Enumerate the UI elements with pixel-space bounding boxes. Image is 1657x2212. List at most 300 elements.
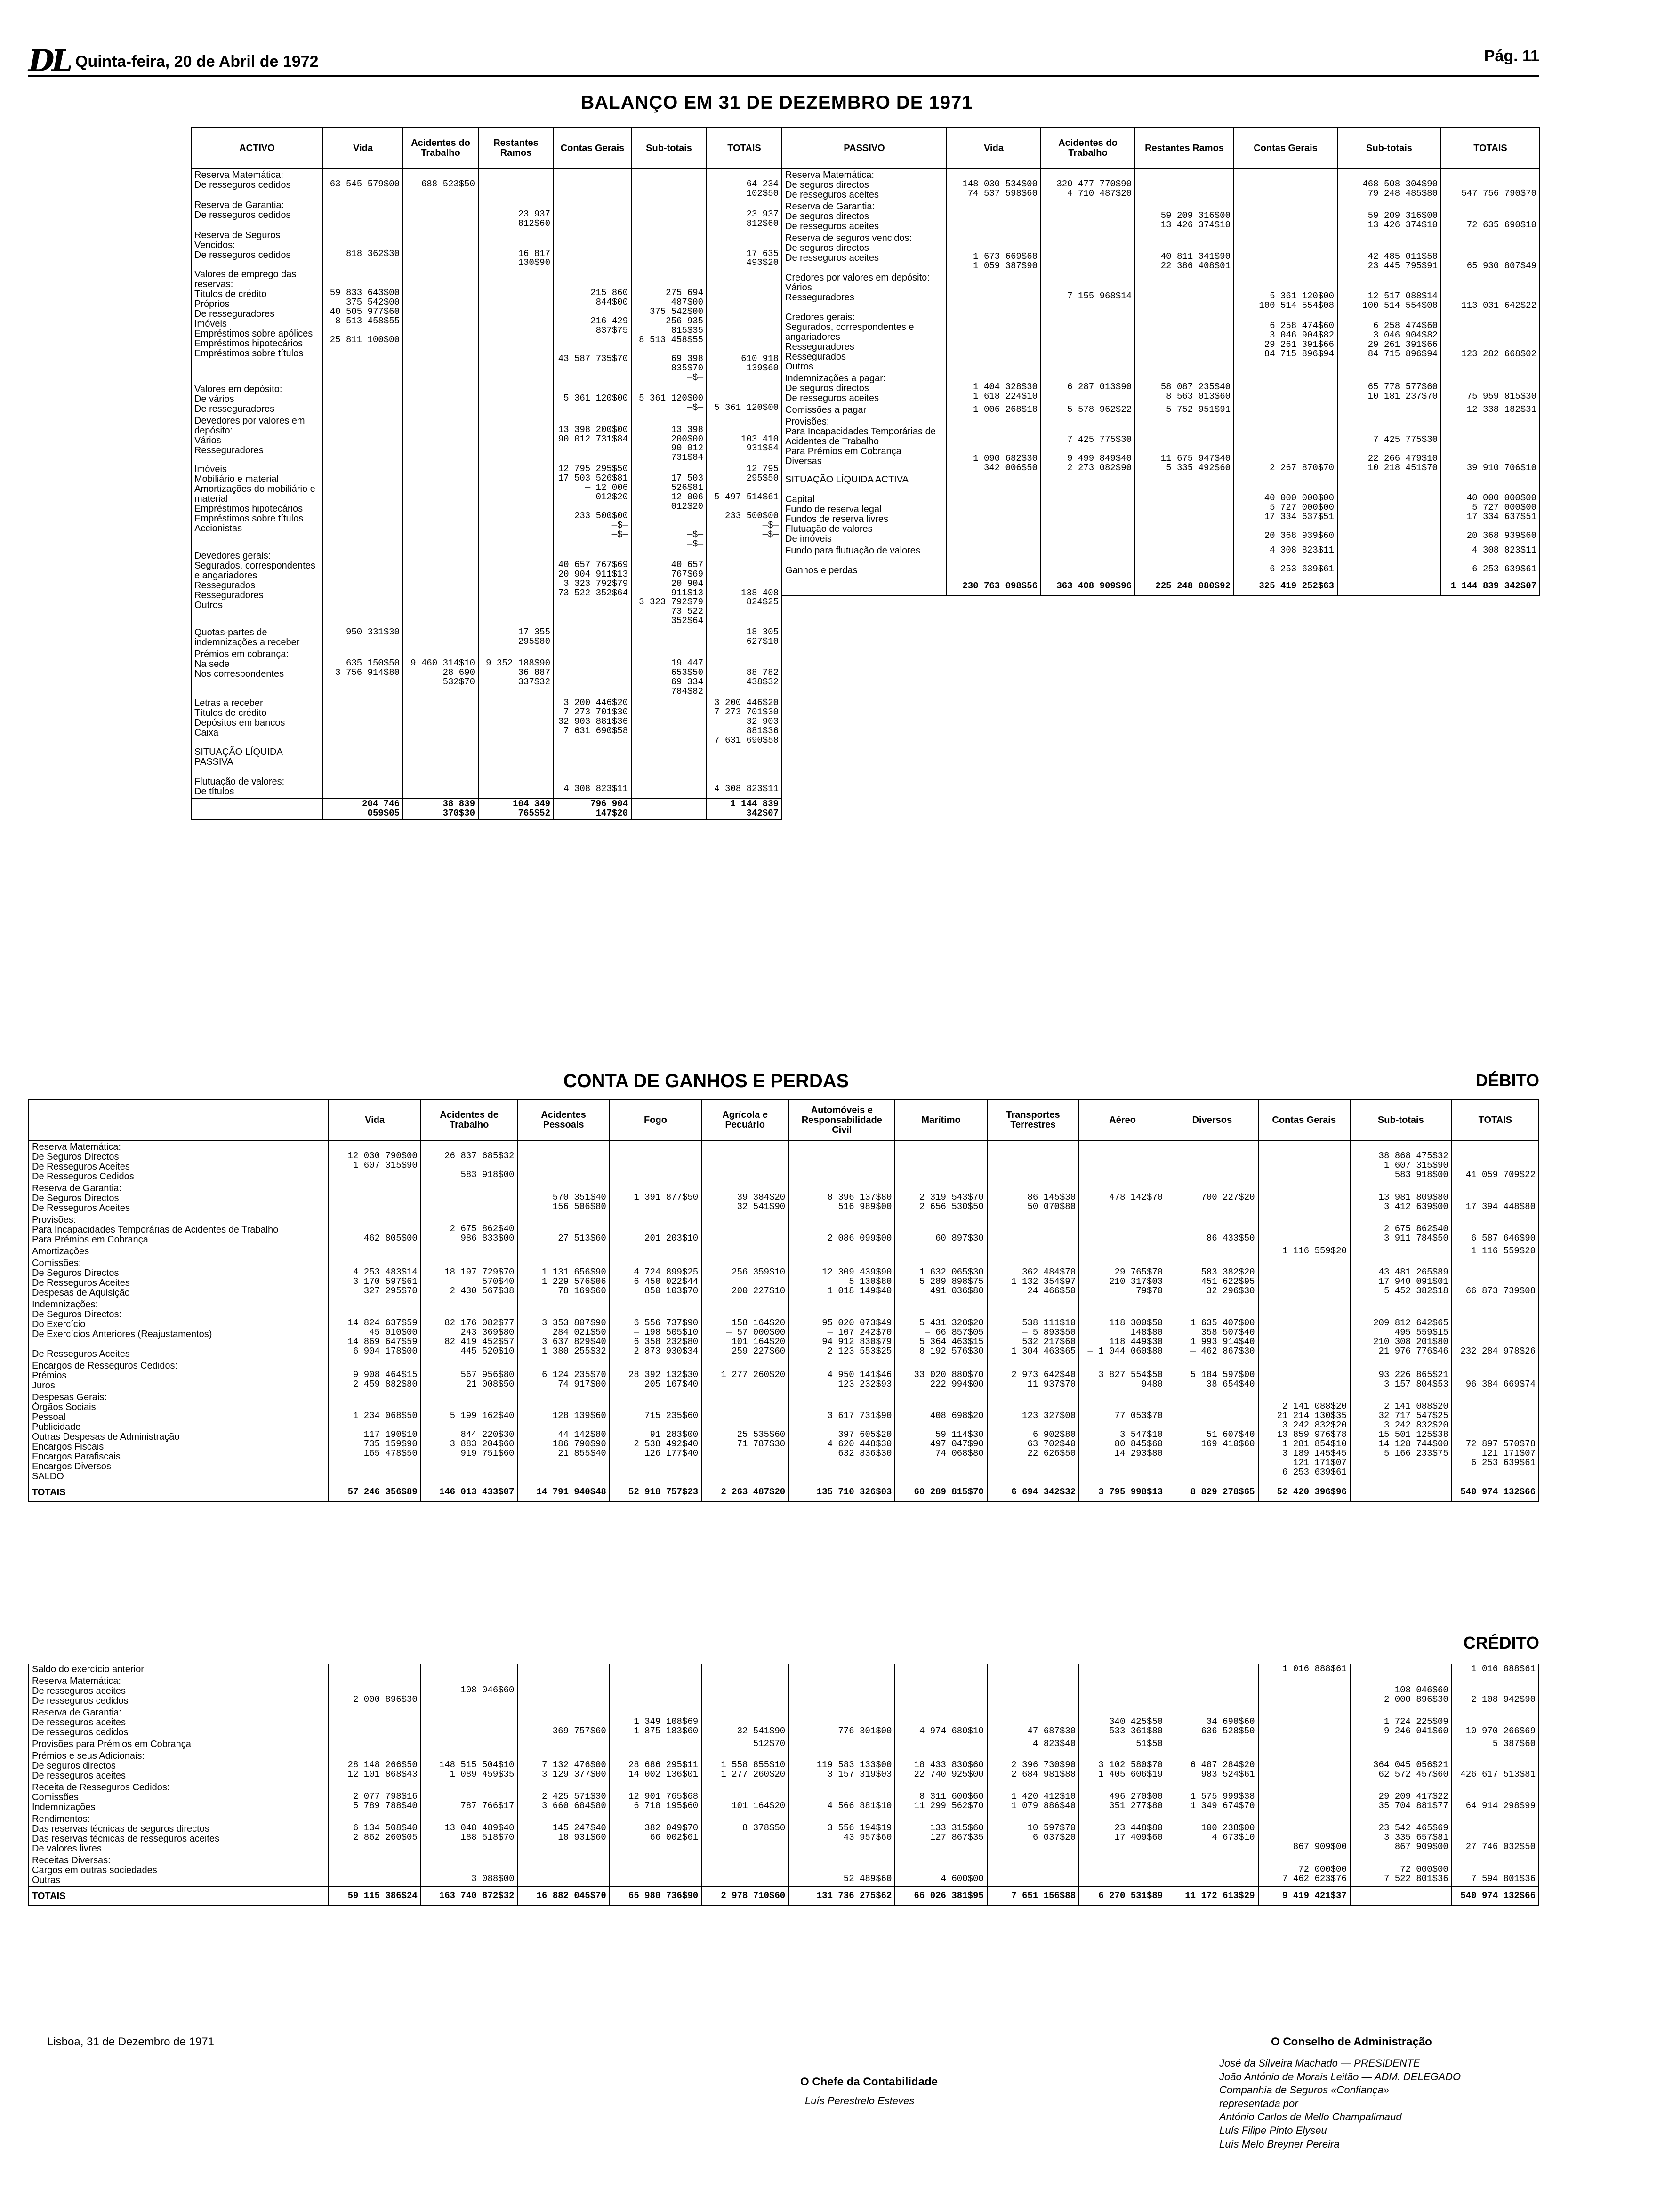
amount-cell: 32 541$90 [701, 1707, 788, 1739]
amount-cell: 72 635 690$10 [1441, 201, 1540, 232]
amount-cell [403, 384, 478, 415]
amount-cell: 18 197 729$70 570$40 2 430 567$38 [421, 1258, 518, 1299]
amount-cell: 19 447 653$50 69 334 784$82 [631, 649, 707, 697]
amount-cell [987, 1675, 1079, 1707]
amount-cell [403, 697, 478, 746]
row-label: Amortizações [29, 1246, 329, 1258]
amount-cell: 1 391 877$50 [610, 1183, 701, 1214]
amount-cell: 12 795 295$50 17 503 526$81 — 12 006 012$20 233 500$00 —$— —$— [554, 464, 631, 550]
amount-cell [895, 1664, 987, 1675]
amount-cell: 1 016 888$61 [1258, 1664, 1350, 1675]
amount-cell [421, 1183, 518, 1214]
amount-cell: 325 419 252$63 [1234, 577, 1337, 596]
amount-cell: 3 200 446$20 7 273 701$30 32 903 881$36 7 631 690$58 [554, 697, 631, 746]
amount-cell: 29 765$70 210 317$03 79$70 [1079, 1258, 1166, 1299]
amount-cell: 95 020 073$49 — 107 242$70 94 912 830$79 2 123 553$25 [788, 1299, 895, 1360]
amount-cell: 715 235$60 91 283$00 2 538 492$40 126 177$40 [610, 1392, 701, 1483]
table-row [191, 200, 782, 230]
amount-cell: 10 970 266$69 [1452, 1707, 1539, 1739]
column-header: ACTIVO [191, 128, 323, 169]
row-label: Devedores por valores em depósito: Vários Resseguradores [191, 415, 323, 464]
amount-cell: 201 203$10 [610, 1214, 701, 1246]
row-label: Reserva de Garantia: De resseguros aceites De resseguros cedidos [29, 1707, 329, 1739]
amount-cell: 2 077 798$16 5 789 788$40 [329, 1782, 420, 1813]
table-row [29, 1675, 1539, 1707]
gp-credit-body [29, 1664, 1539, 1906]
amount-cell: 77 053$70 3 547$10 80 845$60 14 293$80 [1079, 1392, 1166, 1483]
amount-cell [1234, 201, 1337, 232]
row-label: Imóveis Mobiliário e material Amortizações do mobiliário e material Empréstimos hipotecários Empréstimos sobre títulos Accionistas [191, 464, 323, 550]
amount-cell: 12 030 790$00 1 607 315$90 [329, 1141, 420, 1183]
table-row [191, 798, 782, 820]
amount-cell [517, 1855, 609, 1887]
amount-cell [1135, 169, 1234, 201]
amount-cell: 40 000 000$00 5 727 000$00 17 334 637$51 20 368 939$60 [1234, 474, 1337, 545]
row-label: Provisões: Para Incapacidades Temporárias de Acidentes de Trabalho Para Prémios em Cobrança [29, 1214, 329, 1246]
amount-cell [701, 1214, 788, 1246]
amount-cell [1135, 474, 1234, 545]
amount-cell: 57 246 356$89 [329, 1483, 420, 1502]
amount-cell: 369 757$60 [517, 1707, 609, 1739]
amount-cell: 9 908 464$15 2 459 882$80 [329, 1360, 420, 1392]
table-row [191, 550, 782, 627]
amount-cell [329, 1855, 420, 1887]
column-header: Contas Gerais [554, 128, 631, 169]
amount-cell [1166, 1141, 1258, 1183]
amount-cell: 4 308 823$11 6 253 639$61 [1234, 545, 1337, 577]
column-header: Sub-totais [631, 128, 707, 169]
row-label: Receita de Resseguros Cedidos: Comissões Indemnizações [29, 1782, 329, 1813]
amount-cell: 40 000 000$00 5 727 000$00 17 334 637$51 20 368 939$60 [1441, 474, 1540, 545]
row-label [191, 798, 323, 820]
amount-cell: 3 200 446$20 7 273 701$30 32 903 881$36 7 631 690$58 [707, 697, 782, 746]
amount-cell: 29 209 417$22 35 704 881$77 [1350, 1782, 1452, 1813]
column-header: TOTAIS [1452, 1099, 1539, 1141]
row-label: Provisões: Para Incapacidades Temporárias de Acidentes de Trabalho Para Prémios em Cobrança Diversas [782, 416, 947, 474]
row-label: SITUAÇÃO LÍQUIDA PASSIVA Flutuação de valores: De títulos [191, 746, 323, 798]
amount-cell: 72 000$00 7 462 623$76 [1258, 1855, 1350, 1887]
table-row [29, 1214, 1539, 1246]
row-label [782, 577, 947, 596]
amount-cell [421, 1664, 518, 1675]
column-header: Acidentes do Trabalho [403, 128, 478, 169]
amount-cell: 204 746 059$05 [323, 798, 403, 820]
amount-cell: 41 059 709$22 [1452, 1141, 1539, 1183]
amount-cell [403, 464, 478, 550]
amount-cell: 17 503 526$81 — 12 006 012$20 —$— —$— [631, 464, 707, 550]
amount-cell [631, 627, 707, 649]
amount-cell: 4 253 483$14 3 170 597$61 327 295$70 [329, 1258, 420, 1299]
amount-cell: 64 234 102$50 [707, 169, 782, 200]
amount-cell [323, 384, 403, 415]
amount-cell: 12 795 295$50 5 497 514$61 233 500$00 —$— —$— [707, 464, 782, 550]
council-member-line: António Carlos de Mello Champalimaud [1219, 2111, 1402, 2123]
amount-cell: 2 141 088$20 32 717 547$25 3 242 832$20 15 501 125$38 14 128 744$00 5 166 233$75 [1350, 1392, 1452, 1483]
amount-cell: 5 361 120$00 —$— [631, 384, 707, 415]
page-number: Pág. 11 [1484, 47, 1539, 65]
row-label: Devedores gerais: Segurados, correspondentes e angariadores Ressegurados Resseguradores Outros [191, 550, 323, 627]
amount-cell [895, 1675, 987, 1707]
amount-cell: 23 542 465$69 3 335 657$81 867 909$00 [1350, 1813, 1452, 1855]
amount-cell: 382 049$70 66 002$61 [610, 1813, 701, 1855]
gp-debit-body [29, 1141, 1539, 1502]
column-header: Contas Gerais [1258, 1099, 1350, 1141]
amount-cell [1337, 474, 1441, 545]
row-label: Encargos de Resseguros Cedidos: Prémios Juros [29, 1360, 329, 1392]
amount-cell: 3 353 807$90 284 021$50 3 637 829$40 1 380 255$32 [517, 1299, 609, 1360]
amount-cell: 72 897 570$78 121 171$07 6 253 639$61 [1452, 1392, 1539, 1483]
amount-cell: 1 673 669$68 1 059 387$90 [947, 232, 1041, 272]
amount-cell: 86 433$50 [1166, 1214, 1258, 1246]
amount-cell [701, 1246, 788, 1258]
amount-cell: 867 909$00 [1258, 1813, 1350, 1855]
activo-body [191, 169, 782, 820]
amount-cell [610, 1675, 701, 1707]
passivo-header-row [782, 128, 1540, 169]
amount-cell [1258, 1299, 1350, 1360]
amount-cell [1166, 1675, 1258, 1707]
amount-cell [329, 1246, 420, 1258]
amount-cell: 2 319 543$70 2 656 530$50 [895, 1183, 987, 1214]
amount-cell [1258, 1258, 1350, 1299]
amount-cell: 34 690$60 636 528$50 [1166, 1707, 1258, 1739]
row-label: Reserva de Garantia: De Seguros Directos De Resseguros Aceites [29, 1183, 329, 1214]
amount-cell: 364 045 056$21 62 572 457$60 [1350, 1750, 1452, 1782]
amount-cell: 5 578 962$22 [1041, 404, 1135, 416]
column-header: TOTAIS [707, 128, 782, 169]
row-label: Credores por valores em depósito: Vários Resseguradores [782, 272, 947, 312]
column-header: Automóveis e Responsabilidade Civil [788, 1099, 895, 1141]
amount-cell: 135 710 326$03 [788, 1483, 895, 1502]
row-label: Reserva de seguros vencidos: De seguros directos De resseguros aceites [782, 232, 947, 272]
amount-cell: 58 087 235$40 8 563 013$60 [1135, 373, 1234, 404]
council-member-line: Luís Melo Breyner Pereira [1219, 2138, 1340, 2150]
amount-cell: 12 338 182$31 [1441, 404, 1540, 416]
amount-cell [788, 1664, 895, 1675]
column-header: Fogo [610, 1099, 701, 1141]
amount-cell: 6 270 531$89 [1079, 1887, 1166, 1906]
amount-cell: 547 756 790$70 [1441, 169, 1540, 201]
amount-cell [701, 1664, 788, 1675]
amount-cell: 113 031 642$22 [1441, 272, 1540, 312]
amount-cell [895, 1246, 987, 1258]
amount-cell [1258, 1675, 1350, 1707]
amount-cell: 23 937 812$60 [707, 200, 782, 230]
amount-cell: 408 698$20 59 114$30 497 047$90 74 068$80 [895, 1392, 987, 1483]
amount-cell [323, 415, 403, 464]
amount-cell: 7 425 775$30 22 266 479$10 10 218 451$70 [1337, 416, 1441, 474]
amount-cell: 5 361 120$00 [707, 384, 782, 415]
amount-cell: 8 378$50 [701, 1813, 788, 1855]
amount-cell [323, 697, 403, 746]
amount-cell [1166, 1664, 1258, 1675]
amount-cell: 1 420 412$10 1 079 886$40 [987, 1782, 1079, 1813]
amount-cell [610, 1739, 701, 1750]
activo-header-row [191, 128, 782, 169]
column-header: Vida [323, 128, 403, 169]
amount-cell [1258, 1707, 1350, 1739]
amount-cell: 146 013 433$07 [421, 1483, 518, 1502]
table-row [782, 373, 1540, 404]
row-label: Reserva de Seguros Vencidos: De resseguros cedidos [191, 230, 323, 269]
amount-cell [323, 746, 403, 798]
amount-cell: 43 481 265$89 17 940 091$01 5 452 382$18 [1350, 1258, 1452, 1299]
amount-cell: 2 000 896$30 [329, 1675, 420, 1707]
amount-cell: 23 448$80 17 409$60 [1079, 1813, 1166, 1855]
table-row [29, 1855, 1539, 1887]
column-header: Contas Gerais [1234, 128, 1337, 169]
row-label: Prémios e seus Adicionais: De seguros directos De resseguros aceites [29, 1750, 329, 1782]
table-row [191, 649, 782, 697]
amount-cell: 1 006 268$18 [947, 404, 1041, 416]
amount-cell: 39 910 706$10 [1441, 416, 1540, 474]
amount-cell: 38 839 370$30 [403, 798, 478, 820]
amount-cell: 60 897$30 [895, 1214, 987, 1246]
amount-cell [1258, 1782, 1350, 1813]
table-row [782, 232, 1540, 272]
amount-cell: 950 331$30 [323, 627, 403, 649]
amount-cell [631, 798, 707, 820]
amount-cell [947, 201, 1041, 232]
amount-cell: 72 000$00 7 522 801$36 [1350, 1855, 1452, 1887]
amount-cell [1350, 1664, 1452, 1675]
amount-cell [1041, 201, 1135, 232]
amount-cell [478, 550, 554, 627]
amount-cell: 1 116 559$20 [1452, 1246, 1539, 1258]
amount-cell [329, 1707, 420, 1739]
amount-cell [329, 1739, 420, 1750]
row-label: Valores em depósito: De vários De resseguradores [191, 384, 323, 415]
amount-cell [610, 1664, 701, 1675]
row-label: Letras a receber Títulos de crédito Depósitos em bancos Caixa [191, 697, 323, 746]
amount-cell: 6 258 474$60 3 046 904$82 29 261 391$66 84 715 896$94 [1234, 312, 1337, 373]
amount-cell [1041, 474, 1135, 545]
table-row [782, 169, 1540, 201]
amount-cell [403, 746, 478, 798]
amount-cell: 131 736 275$62 [788, 1887, 895, 1906]
amount-cell: 9 352 188$90 36 887 337$32 [478, 649, 554, 697]
amount-cell: 8 829 278$65 [1166, 1483, 1258, 1502]
credit-label: CRÉDITO [1463, 1633, 1539, 1652]
amount-cell: 42 485 011$58 23 445 795$91 [1337, 232, 1441, 272]
amount-cell: 96 384 669$74 [1452, 1360, 1539, 1392]
amount-cell: 787 766$17 [421, 1782, 518, 1813]
amount-cell: 103 410 931$84 [707, 415, 782, 464]
amount-cell [987, 1855, 1079, 1887]
amount-cell: 40 811 341$90 22 386 408$01 [1135, 232, 1234, 272]
amount-cell [1258, 1214, 1350, 1246]
amount-cell [403, 415, 478, 464]
amount-cell [403, 627, 478, 649]
amount-cell: 2 396 730$90 2 684 981$88 [987, 1750, 1079, 1782]
amount-cell: 478 142$70 [1079, 1183, 1166, 1214]
amount-cell: 6 287 013$90 [1041, 373, 1135, 404]
table-row [29, 1739, 1539, 1750]
column-header: Agrícola e Pecuário [701, 1099, 788, 1141]
amount-cell: 148 030 534$00 74 537 598$60 [947, 169, 1041, 201]
amount-cell [987, 1214, 1079, 1246]
amount-cell: 38 868 475$32 1 607 315$90 583 918$00 [1350, 1141, 1452, 1183]
amount-cell [478, 464, 554, 550]
amount-cell: 512$70 [701, 1739, 788, 1750]
amount-cell: 3 795 998$13 [1079, 1483, 1166, 1502]
amount-cell: 7 651 156$88 [987, 1887, 1079, 1906]
amount-cell: 52 489$60 [788, 1855, 895, 1887]
amount-cell: 635 150$50 3 756 914$80 [323, 649, 403, 697]
amount-cell: 5 361 120$00 100 514 554$08 [1234, 272, 1337, 312]
amount-cell [323, 200, 403, 230]
column-header: Sub-totais [1350, 1099, 1452, 1141]
amount-cell: 60 289 815$70 [895, 1483, 987, 1502]
amount-cell [631, 169, 707, 200]
amount-cell [1079, 1214, 1166, 1246]
council-member-line: José da Silveira Machado — PRESIDENTE [1219, 2057, 1420, 2069]
amount-cell: 6 556 737$90 — 198 505$10 6 358 232$80 2 873 930$34 [610, 1299, 701, 1360]
amount-cell: 59 833 643$00 375 542$00 40 505 977$60 8 513 458$55 25 811 100$00 [323, 269, 403, 383]
amount-cell: 40 657 767$69 20 904 911$13 3 323 792$79 73 522 352$64 [631, 550, 707, 627]
amount-cell: 1 144 839 342$07 [707, 798, 782, 820]
amount-cell [947, 272, 1041, 312]
row-label: Reserva de Garantia: De seguros directos De resseguros aceites [782, 201, 947, 232]
amount-cell: 39 384$20 32 541$90 [701, 1183, 788, 1214]
amount-cell: 9 460 314$10 28 690 532$70 [403, 649, 478, 697]
amount-cell: 51$50 [1079, 1739, 1166, 1750]
amount-cell: 1 116 559$20 [1258, 1246, 1350, 1258]
table-row [191, 230, 782, 269]
amount-cell: 1 404 328$30 1 618 224$10 [947, 373, 1041, 404]
amount-cell: 2 263 487$20 [701, 1483, 788, 1502]
amount-cell: 496 270$00 351 277$80 [1079, 1782, 1166, 1813]
amount-cell: 28 686 295$11 14 002 136$01 [610, 1750, 701, 1782]
table-row [191, 627, 782, 649]
amount-cell [895, 1739, 987, 1750]
amount-cell: 5 752 951$91 [1135, 404, 1234, 416]
amount-cell: 5 361 120$00 [554, 384, 631, 415]
table-row [191, 746, 782, 798]
chef-title: O Chefe da Contabilidade [800, 2076, 938, 2088]
amount-cell: 13 398 200$00 90 012 731$84 [554, 415, 631, 464]
table-row [782, 474, 1540, 545]
amount-cell: 11 675 947$40 5 335 492$60 [1135, 416, 1234, 474]
amount-cell [1337, 404, 1441, 416]
amount-cell [1350, 1246, 1452, 1258]
amount-cell [631, 200, 707, 230]
amount-cell [1234, 373, 1337, 404]
amount-cell [1135, 272, 1234, 312]
table-row [29, 1813, 1539, 1855]
amount-cell: 1 090 682$30 342 006$50 [947, 416, 1041, 474]
amount-cell [1166, 1246, 1258, 1258]
amount-cell [517, 1664, 609, 1675]
table-row [29, 1392, 1539, 1483]
amount-cell [478, 415, 554, 464]
amount-cell [517, 1739, 609, 1750]
amount-cell: 225 248 080$92 [1135, 577, 1234, 596]
amount-cell: 33 020 880$70 222 994$00 [895, 1360, 987, 1392]
amount-cell [947, 312, 1041, 373]
amount-cell: 163 740 872$32 [421, 1887, 518, 1906]
amount-cell: 256 359$10 200 227$10 [701, 1258, 788, 1299]
journal-logo: DL [28, 43, 70, 79]
amount-cell: 108 046$60 2 000 896$30 [1350, 1675, 1452, 1707]
row-label: TOTAIS [29, 1483, 329, 1502]
amount-cell: 3 556 194$19 43 957$60 [788, 1813, 895, 1855]
amount-cell: 12 901 765$68 6 718 195$60 [610, 1782, 701, 1813]
amount-cell: 65 980 736$90 [610, 1887, 701, 1906]
amount-cell [1041, 545, 1135, 577]
amount-cell [1350, 1887, 1452, 1906]
amount-cell [701, 1141, 788, 1183]
amount-cell: 776 301$00 [788, 1707, 895, 1739]
amount-cell [1258, 1750, 1350, 1782]
row-label: Valores de emprego das reservas: Títulos de crédito Próprios De resseguradores Imóveis Empréstimos sobre apólices Empréstimos hipotecários Empréstimos sobre títulos [191, 269, 323, 383]
amount-cell [478, 697, 554, 746]
council-member-line: Companhia de Seguros «Confiança» [1219, 2084, 1389, 2096]
table-row [782, 416, 1540, 474]
row-label: Reserva de Garantia: De resseguros cedidos [191, 200, 323, 230]
amount-cell [1234, 169, 1337, 201]
amount-cell: 100 238$00 4 673$10 [1166, 1813, 1258, 1855]
amount-cell: 16 817 130$90 [478, 230, 554, 269]
balance-title: BALANÇO EM 31 DE DEZEMBRO DE 1971 [580, 92, 973, 113]
place-date: Lisboa, 31 de Dezembro de 1971 [47, 2036, 214, 2048]
column-header: Sub-totais [1337, 128, 1441, 169]
gp-credit-table [28, 1664, 1539, 1906]
amount-cell [610, 1246, 701, 1258]
amount-cell: 320 477 770$90 4 710 487$20 [1041, 169, 1135, 201]
amount-cell: 158 164$20 — 57 000$00 101 164$20 259 227$60 [701, 1299, 788, 1360]
column-header: Aéreo [1079, 1099, 1166, 1141]
amount-cell: 148 515 504$10 1 089 459$35 [421, 1750, 518, 1782]
amount-cell: 3 088$00 [421, 1855, 518, 1887]
amount-cell: 6 124 235$70 74 917$00 [517, 1360, 609, 1392]
row-label: Despesas Gerais: Órgãos Sociais Pessoal Publicidade Outras Despesas de Administração Encargos Fiscais Encargos Parafiscais Encargos Diversos SALDO [29, 1392, 329, 1483]
table-row [782, 272, 1540, 312]
amount-cell: 363 408 909$96 [1041, 577, 1135, 596]
amount-cell: 8 396 137$80 516 989$00 [788, 1183, 895, 1214]
council-title: O Conselho de Administração [1271, 2036, 1432, 2048]
amount-cell: 101 164$20 [701, 1782, 788, 1813]
column-header: TOTAIS [1441, 128, 1540, 169]
amount-cell: 8 311 600$60 11 299 562$70 [895, 1782, 987, 1813]
amount-cell: 52 918 757$23 [610, 1483, 701, 1502]
table-row [191, 415, 782, 464]
amount-cell: 3 617 731$90 397 605$20 4 620 448$30 632 836$30 [788, 1392, 895, 1483]
amount-cell: 6 134 508$40 2 862 260$05 [329, 1813, 420, 1855]
amount-cell: 1 558 855$10 1 277 260$20 [701, 1750, 788, 1782]
amount-cell: 538 111$10 — 5 893$50 532 217$60 1 304 463$65 [987, 1299, 1079, 1360]
row-label: Indemnizações: De Seguros Directos: Do Exercício De Exercícios Anteriores (Reajustamentos) De Resseguros Aceites [29, 1299, 329, 1360]
amount-cell: 18 305 627$10 [707, 627, 782, 649]
amount-cell: 128 139$60 44 142$80 186 790$90 21 855$40 [517, 1392, 609, 1483]
table-row [191, 384, 782, 415]
amount-cell [1079, 1246, 1166, 1258]
amount-cell: 138 408 824$25 [707, 550, 782, 627]
table-row [29, 1258, 1539, 1299]
amount-cell: 27 513$60 [517, 1214, 609, 1246]
amount-cell: 82 176 082$77 243 369$80 82 419 452$57 445 520$10 [421, 1299, 518, 1360]
council-member-line: João António de Morais Leitão — ADM. DELEGADO [1219, 2070, 1461, 2083]
amount-cell [554, 200, 631, 230]
amount-cell: 2 675 862$40 986 833$00 [421, 1214, 518, 1246]
amount-cell: 540 974 132$66 [1452, 1483, 1539, 1502]
amount-cell [631, 746, 707, 798]
amount-cell: 13 048 489$40 188 518$70 [421, 1813, 518, 1855]
amount-cell [1041, 232, 1135, 272]
passivo-table [781, 127, 1540, 596]
amount-cell: 340 425$50 533 361$80 [1079, 1707, 1166, 1739]
column-header: Transportes Terrestres [987, 1099, 1079, 1141]
